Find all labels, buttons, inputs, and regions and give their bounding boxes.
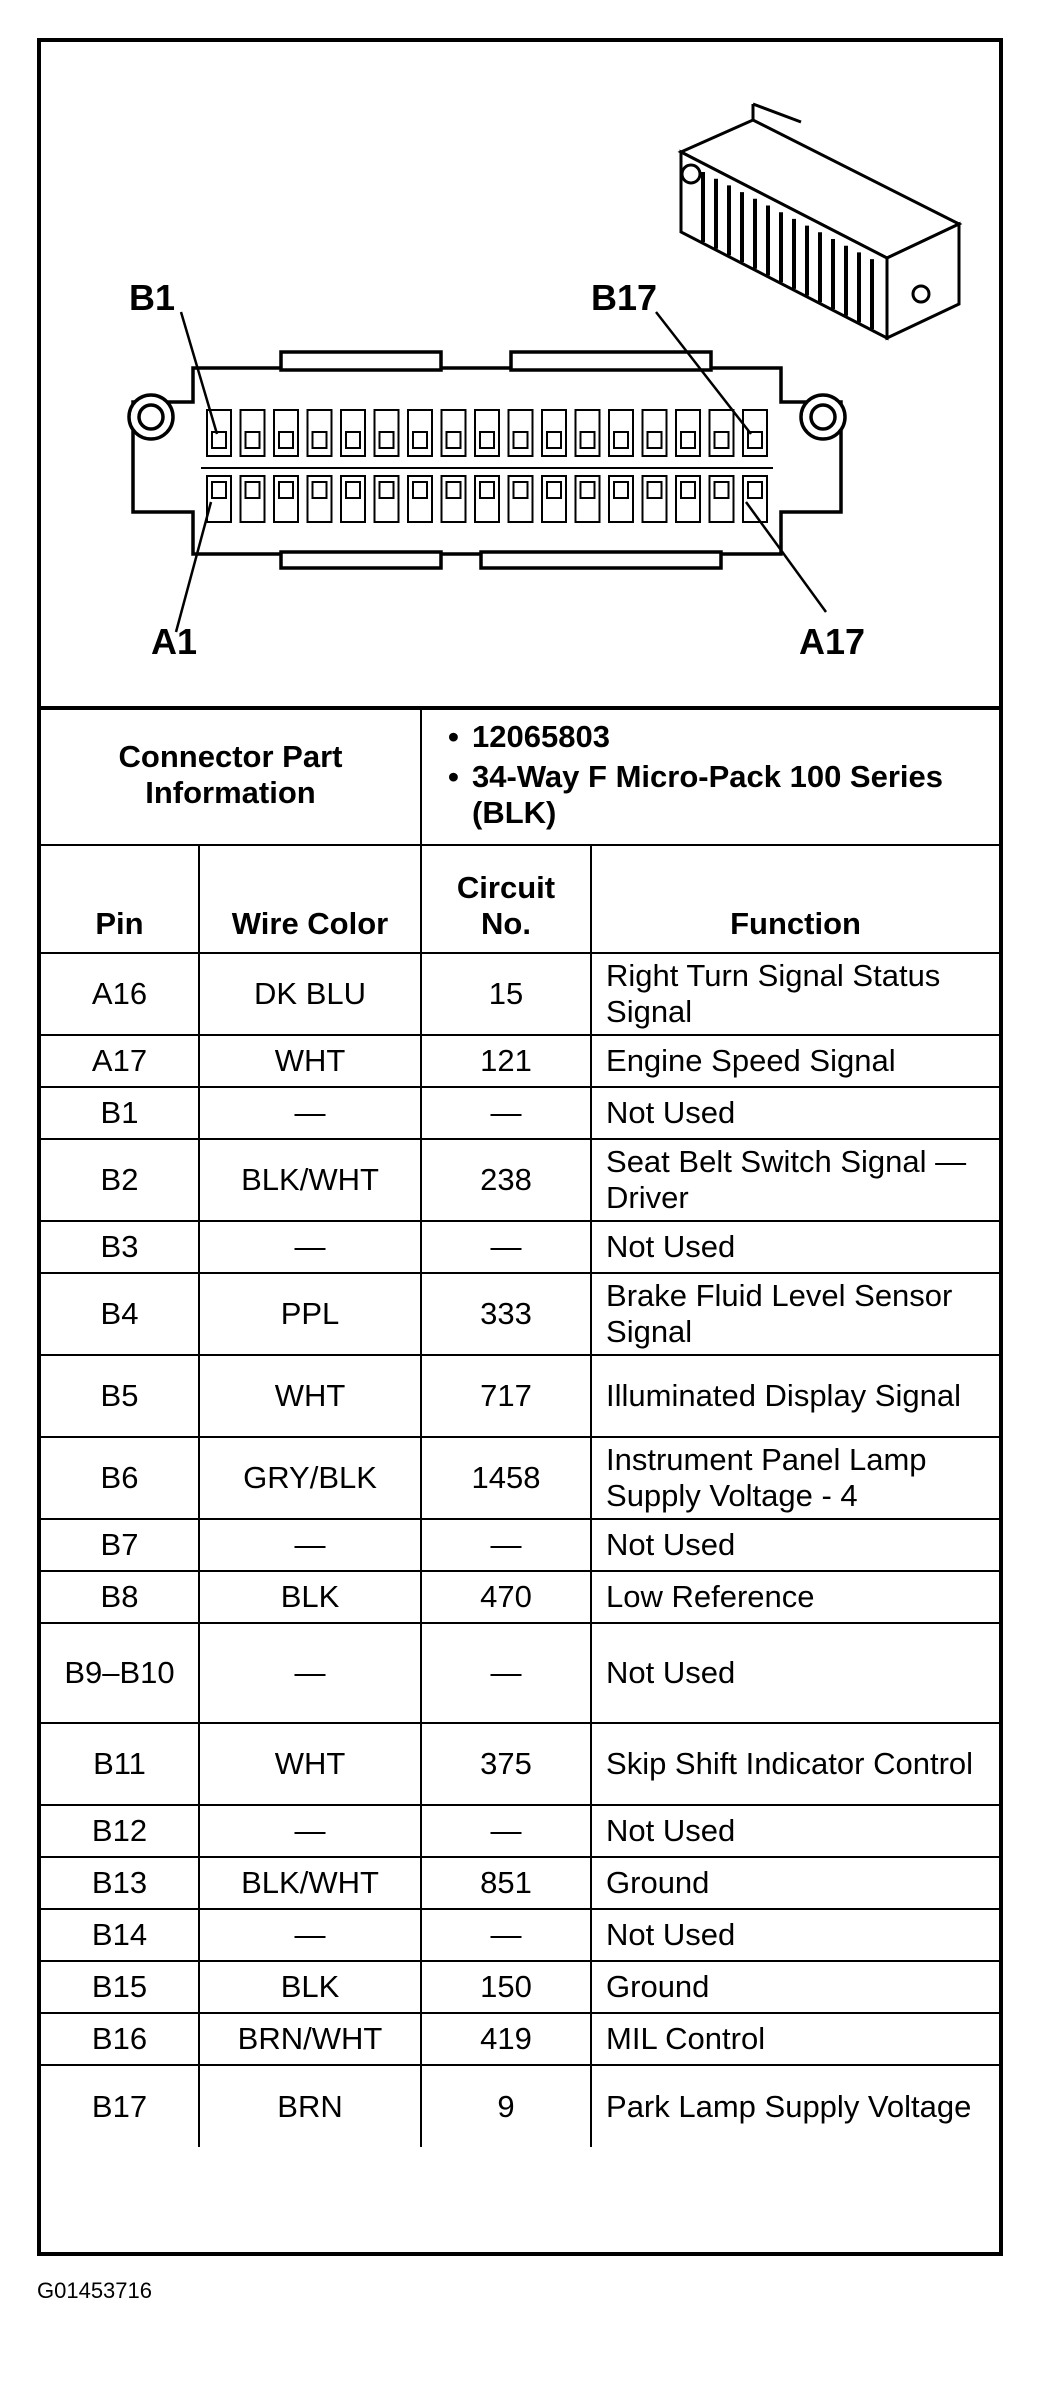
connector-info-label: Connector Part Information [41, 706, 421, 845]
function-cell: Ground [591, 1857, 999, 1909]
pin-terminal [246, 432, 260, 448]
connector-document [37, 38, 1003, 2256]
wire-color-cell: WHT [199, 1723, 421, 1805]
wire-color-cell: DK BLU [199, 953, 421, 1035]
table-row [41, 2013, 999, 2065]
pin-cell: A16 [41, 953, 199, 1035]
pin-terminal [648, 432, 662, 448]
pin-terminal [212, 432, 226, 448]
wire-color-cell: PPL [199, 1273, 421, 1355]
pin-cell: B12 [41, 1805, 199, 1857]
pin-cell: B11 [41, 1723, 199, 1805]
pin-terminal [413, 482, 427, 498]
table-row [41, 1437, 999, 1519]
wire-color-cell: BLK [199, 1961, 421, 2013]
function-cell: Not Used [591, 1623, 999, 1723]
connector-info-row [41, 706, 999, 845]
table-row [41, 953, 999, 1035]
table-row [41, 1961, 999, 2013]
table-row [41, 1087, 999, 1139]
table-row [41, 1139, 999, 1221]
pin-terminal [681, 432, 695, 448]
pin-cell: B15 [41, 1961, 199, 2013]
circuit-cell: — [421, 1519, 591, 1571]
circuit-cell: 121 [421, 1035, 591, 1087]
header-function: Function [591, 845, 999, 953]
pin-cell: B17 [41, 2065, 199, 2147]
wire-color-cell: — [199, 1623, 421, 1723]
wire-color-cell: GRY/BLK [199, 1437, 421, 1519]
pin-cell: B5 [41, 1355, 199, 1437]
pin-terminal [514, 432, 528, 448]
pin-cell: B2 [41, 1139, 199, 1221]
wire-color-cell: BLK/WHT [199, 1857, 421, 1909]
wire-color-cell: BRN/WHT [199, 2013, 421, 2065]
wire-color-cell: — [199, 1805, 421, 1857]
pin-terminal [447, 432, 461, 448]
wire-color-cell: BRN [199, 2065, 421, 2147]
pin-cell: B7 [41, 1519, 199, 1571]
connector-part-number: • 12065803 [472, 719, 989, 755]
circuit-cell: 333 [421, 1273, 591, 1355]
pin-terminal [614, 482, 628, 498]
circuit-cell: — [421, 1221, 591, 1273]
table-row [41, 1571, 999, 1623]
pin-terminal [480, 482, 494, 498]
table-row [41, 1909, 999, 1961]
circuit-cell: — [421, 1623, 591, 1723]
pin-label-b17: B17 [591, 277, 658, 318]
function-cell: Instrument Panel Lamp Supply Voltage - 4 [591, 1437, 999, 1519]
pin-terminal [313, 482, 327, 498]
table-row [41, 1805, 999, 1857]
table-row [41, 1355, 999, 1437]
circuit-cell: 851 [421, 1857, 591, 1909]
header-pin: Pin [41, 845, 199, 953]
pin-cell: B8 [41, 1571, 199, 1623]
function-cell: Skip Shift Indicator Control [591, 1723, 999, 1805]
pin-terminal [212, 482, 226, 498]
pin-terminal [346, 432, 360, 448]
function-cell: Engine Speed Signal [591, 1035, 999, 1087]
function-cell: Low Reference [591, 1571, 999, 1623]
table-row [41, 1035, 999, 1087]
figure-code: G01453716 [37, 2278, 152, 2303]
pin-terminal [279, 432, 293, 448]
pin-terminal [648, 482, 662, 498]
function-cell: MIL Control [591, 2013, 999, 2065]
circuit-cell: — [421, 1087, 591, 1139]
circuit-cell: 717 [421, 1355, 591, 1437]
pin-cell: B14 [41, 1909, 199, 1961]
pin-cell: B3 [41, 1221, 199, 1273]
pin-terminal [681, 482, 695, 498]
circuit-cell: — [421, 1805, 591, 1857]
pin-terminal [380, 482, 394, 498]
pin-cell: A17 [41, 1035, 199, 1087]
header-wire-color: Wire Color [199, 845, 421, 953]
circuit-cell: 15 [421, 953, 591, 1035]
pin-cell: B13 [41, 1857, 199, 1909]
pinout-table [41, 706, 999, 2147]
pin-terminal [581, 432, 595, 448]
function-cell: Seat Belt Switch Signal — Driver [591, 1139, 999, 1221]
circuit-cell: 238 [421, 1139, 591, 1221]
pin-terminal [748, 482, 762, 498]
function-cell: Not Used [591, 1805, 999, 1857]
pin-label-a17: A17 [799, 621, 866, 662]
circuit-cell: 1458 [421, 1437, 591, 1519]
pin-terminal [514, 482, 528, 498]
pin-terminal [413, 432, 427, 448]
pin-terminal [279, 482, 293, 498]
pin-cell: B1 [41, 1087, 199, 1139]
wire-color-cell: WHT [199, 1355, 421, 1437]
connector-drawing [41, 42, 999, 710]
function-cell: Not Used [591, 1221, 999, 1273]
wire-color-cell: — [199, 1087, 421, 1139]
table-row [41, 1623, 999, 1723]
table-row [41, 1857, 999, 1909]
pin-label-a1: A1 [151, 621, 198, 662]
wire-color-cell: — [199, 1221, 421, 1273]
pin-terminal [246, 482, 260, 498]
function-cell: Illuminated Display Signal [591, 1355, 999, 1437]
table-row [41, 1273, 999, 1355]
function-cell: Not Used [591, 1087, 999, 1139]
function-cell: Not Used [591, 1909, 999, 1961]
wire-color-cell: BLK [199, 1571, 421, 1623]
function-cell: Not Used [591, 1519, 999, 1571]
connector-description: • 34-Way F Micro-Pack 100 Series (BLK) [472, 759, 989, 831]
pin-terminal [715, 482, 729, 498]
table-row [41, 2065, 999, 2147]
pin-terminal [380, 432, 394, 448]
wire-color-cell: WHT [199, 1035, 421, 1087]
connector-info-values [421, 706, 999, 845]
circuit-cell: — [421, 1909, 591, 1961]
pin-terminal [715, 432, 729, 448]
pin-terminal [614, 432, 628, 448]
pin-terminal [547, 482, 561, 498]
circuit-cell: 9 [421, 2065, 591, 2147]
connector-face-diagram [41, 42, 999, 706]
wire-color-cell: — [199, 1519, 421, 1571]
table-row [41, 1519, 999, 1571]
pin-cell: B16 [41, 2013, 199, 2065]
function-cell: Brake Fluid Level Sensor Signal [591, 1273, 999, 1355]
table-header-row [41, 845, 999, 953]
pin-terminal [447, 482, 461, 498]
function-cell: Ground [591, 1961, 999, 2013]
wire-color-cell: BLK/WHT [199, 1139, 421, 1221]
circuit-cell: 375 [421, 1723, 591, 1805]
header-circuit-no: Circuit No. [421, 845, 591, 953]
circuit-cell: 150 [421, 1961, 591, 2013]
table-row [41, 1723, 999, 1805]
table-row [41, 1221, 999, 1273]
pin-cell: B4 [41, 1273, 199, 1355]
function-cell: Right Turn Signal Status Signal [591, 953, 999, 1035]
pin-terminal [480, 432, 494, 448]
connector-isometric-icon [681, 104, 959, 338]
wire-color-cell: — [199, 1909, 421, 1961]
pin-terminal [313, 432, 327, 448]
circuit-cell: 419 [421, 2013, 591, 2065]
pin-label-b1: B1 [129, 277, 176, 318]
pin-cell: B9–B10 [41, 1623, 199, 1723]
circuit-cell: 470 [421, 1571, 591, 1623]
function-cell: Park Lamp Supply Voltage [591, 2065, 999, 2147]
pin-cell: B6 [41, 1437, 199, 1519]
pin-terminal [346, 482, 360, 498]
connector-face [129, 352, 845, 568]
pin-terminal [547, 432, 561, 448]
pin-terminal [581, 482, 595, 498]
